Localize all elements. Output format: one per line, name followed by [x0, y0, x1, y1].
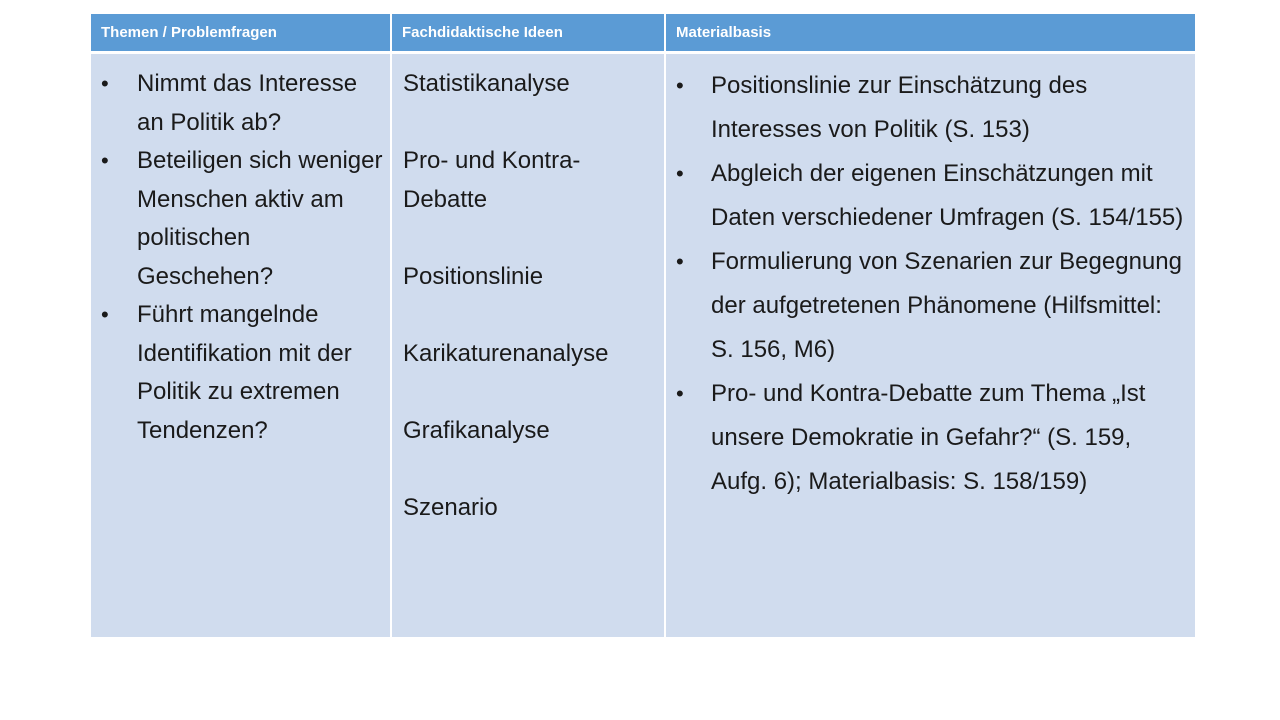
idea-item: Positionslinie [403, 262, 544, 290]
cell-themen [91, 53, 391, 638]
bullet-icon: • [676, 161, 684, 186]
header-ideen: Fachdidaktische Ideen [391, 14, 665, 53]
cell-material [665, 53, 1195, 638]
bullet-icon: • [676, 73, 684, 98]
list-item: • Formulierung von Szenarien zur Begegnung der aufgetretenen Phänomene (Hilfsmittel: S. 156, M6) [676, 240, 1191, 372]
idea-item: Statistikanalyse [403, 70, 570, 97]
list-item: • Nimmt das Interesse an Politik ab? [101, 65, 386, 142]
list-item: • Führt mangelnde Identifikation mit der Politik zu extremen Tendenzen? [101, 296, 386, 450]
table-row [91, 53, 1195, 638]
themen-list [101, 65, 386, 450]
list-item: • Pro- und Kontra-Debatte zum Thema „Ist unsere Demokratie in Gefahr?“ (S. 159, Aufg. 6); Materialbasis: S. 158/159) [676, 372, 1191, 504]
ideen-list [392, 54, 664, 527]
header-material: Materialbasis [665, 14, 1195, 53]
table-header-row [91, 14, 1195, 53]
material-list [676, 64, 1191, 504]
list-item: • Positionslinie zur Einschätzung des Interesses von Politik (S. 153) [676, 64, 1191, 152]
idea-item: Karikaturenanalyse [403, 339, 609, 367]
idea-item: Grafikanalyse [403, 416, 550, 444]
idea-item: Pro- und Kontra-Debatte [403, 147, 581, 213]
cell-ideen [391, 53, 665, 638]
curriculum-table [91, 14, 1195, 637]
bullet-icon: • [676, 381, 684, 406]
header-themen: Themen / Problemfragen [91, 14, 391, 53]
list-item: • Beteiligen sich weniger Menschen aktiv am politischen Geschehen? [101, 142, 386, 296]
bullet-icon: • [101, 302, 109, 327]
bullet-icon: • [676, 249, 684, 274]
list-item: • Abgleich der eigenen Einschätzungen mit Daten verschiedener Umfragen (S. 154/155) [676, 152, 1191, 240]
idea-item: Szenario [403, 493, 498, 521]
bullet-icon: • [101, 71, 109, 96]
bullet-icon: • [101, 148, 109, 173]
